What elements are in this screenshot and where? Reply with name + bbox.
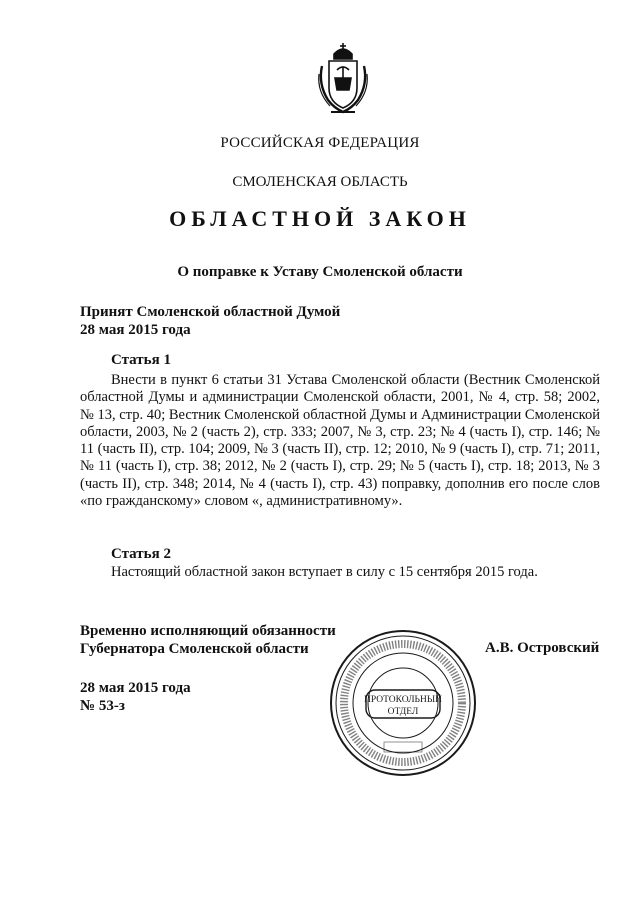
signer-position-line: Губернатора Смоленской области xyxy=(80,641,309,657)
signer-position xyxy=(80,622,336,658)
country-name: РОССИЙСКАЯ ФЕДЕРАЦИЯ xyxy=(220,135,420,151)
coat-of-arms-icon xyxy=(316,40,370,116)
adoption-date: 28 мая 2015 года xyxy=(80,322,191,338)
article-1-heading: Статья 1 xyxy=(111,352,171,368)
official-seal xyxy=(328,628,478,778)
seal-department-line: ПРОТОКОЛЬНЫЙ xyxy=(363,695,443,705)
signer-name: А.В. Островский xyxy=(485,640,600,656)
article-1-text: Внести в пункт 6 статьи 31 Устава Смоленской области (Вестник Смоленской областной Думы и администрации Смоленской области, 2001, № 4, стр. 58; 2002, № 13, стр. 40; Вестник Смоленской областной Думы и Администрации Смоленской области, 2003, № 2 (часть 2), стр. 333; 2007, № 3, стр. 23; № 4 (часть I), стр. 146; № 11 (часть II), стр. 104; 2009, № 3 (часть II), стр. 12; 2010, № 9 (часть I), стр. 71; 2011, № 11 (часть I), стр. 38; 2012, № 2 (часть I), стр. 29; № 5 (часть I), стр. 18; 2013, № 3 (часть II), стр. 348; 2014, № 4 (часть I), стр. 43) поправку, дополнив его после слов «по гражданскому» словом «, административному». xyxy=(80,372,600,510)
law-number: № 53-з xyxy=(80,698,125,714)
region-name: СМОЛЕНСКАЯ ОБЛАСТЬ xyxy=(232,174,408,190)
seal-department-line: ОТДЕЛ xyxy=(387,707,419,717)
adoption-line: Принят Смоленской областной Думой xyxy=(80,304,341,320)
law-subject: О поправке к Уставу Смоленской области xyxy=(177,264,463,280)
adoption-block xyxy=(80,303,340,339)
signing-date: 28 мая 2015 года xyxy=(80,680,191,696)
document-type-title: ОБЛАСТНОЙ ЗАКОН xyxy=(169,206,471,231)
article-2-heading: Статья 2 xyxy=(111,546,171,562)
article-2-text: Настоящий областной закон вступает в силу с 15 сентября 2015 года. xyxy=(111,564,538,580)
signing-block xyxy=(80,679,191,715)
signer-position-line: Временно исполняющий обязанности xyxy=(80,623,336,639)
